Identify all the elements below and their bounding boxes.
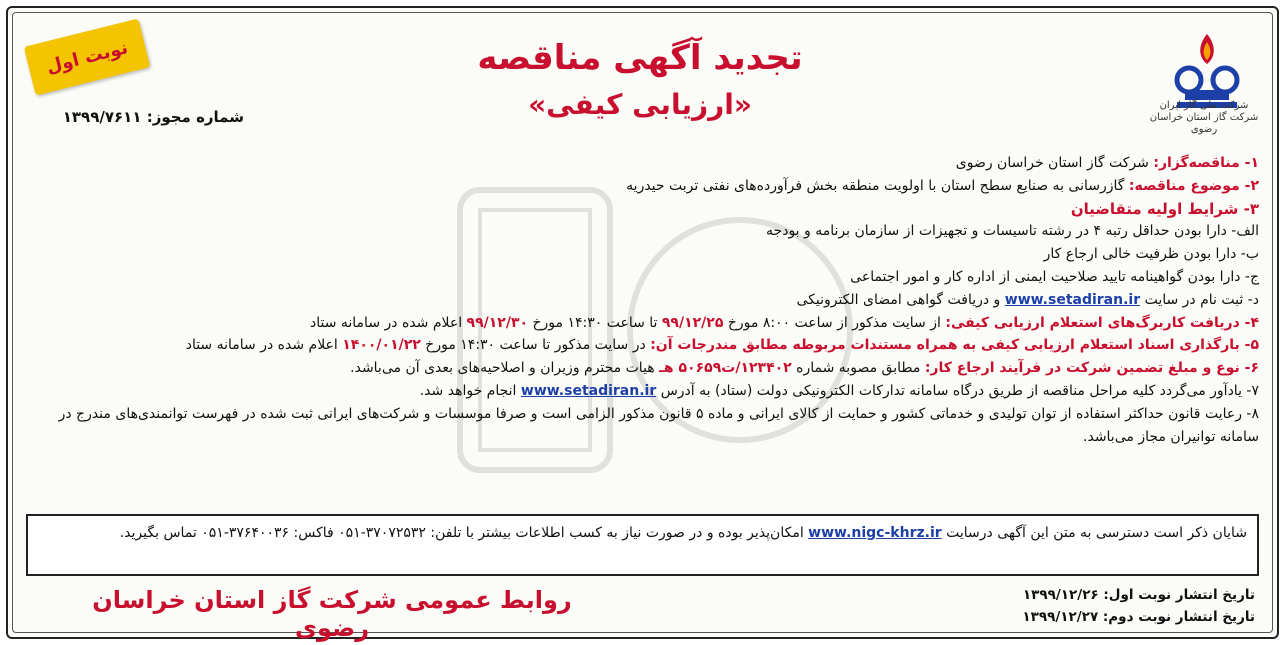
item-3-label: ۳- شرایط اولیه متقاضیان [1070, 199, 1259, 218]
setadiran-link[interactable]: www.setadiran.ir [1004, 291, 1141, 308]
item-3a: الف- دارا بودن حداقل رتبه ۴ در رشته تاسیسات و تجهیزات از سازمان برنامه و بودجه [766, 223, 1259, 240]
item-4-label: ۴- دریافت کاربرگ‌های استعلام ارزیابی کیفی: [945, 314, 1259, 331]
item-6 [29, 357, 1259, 380]
item-2-text: گازرسانی به صنایع سطح استان با اولویت منطقه بخش فرآورده‌های نفتی تربت حیدریه [626, 177, 1129, 194]
item-3d-pre: د- ثبت نام در سایت [1140, 291, 1259, 308]
item-5-date: ۱۴۰۰/۰۱/۲۲ [342, 337, 421, 354]
item-2 [29, 175, 1259, 198]
item-6-number: ۱۲۳۴۰۲/ت۵۰۶۵۹ هـ [659, 360, 792, 377]
item-6-label: ۶- نوع و مبلغ تضمین شرکت در فرآیند ارجاع کار: [924, 360, 1259, 377]
contact-pre: شایان ذکر است دسترسی به متن این آگهی درسایت [941, 525, 1247, 541]
round-badge: نوبت اول [24, 18, 151, 95]
publish-dates [925, 584, 1255, 628]
item-4-date-start: ۹۹/۱۲/۲۵ [661, 314, 724, 331]
contact-post: امکان‌پذیر بوده و در صورت نیاز به کسب اطلاعات بیشتر با تلفن: ۳۷۰۷۲۵۳۲-۰۵۱ فاکس: ۳۷۶۴۰۰۳۶-۰۵۱ تماس بگیرید. [119, 525, 809, 541]
contact-box [26, 514, 1259, 576]
item-3d-post: و دریافت گواهی امضای الکترونیکی [796, 291, 1005, 308]
publish-date-second: تاریخ انتشار نوبت دوم: ۱۳۹۹/۱۲/۲۷ [1022, 609, 1255, 625]
publish-date-first: تاریخ انتشار نوبت اول: ۱۳۹۹/۱۲/۲۶ [1022, 587, 1255, 603]
item-7-a: ۷- یادآور می‌گردد کلیه مراحل مناقصه از طریق درگاه سامانه تدارکات الکترونیکی دولت (ستاد) به آدرس [656, 382, 1259, 399]
item-3b: ب- دارا بودن ظرفیت خالی ارجاع کار [1043, 246, 1259, 263]
page-subtitle: «ارزیابی کیفی» [528, 88, 752, 121]
item-2-label: ۲- موضوع مناقصه: [1128, 177, 1259, 194]
item-8: ۸- رعایت قانون حداکثر استفاده از توان تولیدی و خدماتی کشور و حمایت از کالای ایرانی و ماده ۵ قانون مذکور الزامی است و صرفا موسسات و شرکت‌های ایرانی ثبت شده در فهرست توانمندی‌های مندرج در سامانه توانیران مجاز می‌باشد. [58, 405, 1259, 445]
setadiran-link-2[interactable]: www.setadiran.ir [520, 382, 657, 399]
item-4-b: تا ساعت ۱۴:۳۰ مورخ [528, 314, 662, 331]
item-5-a: در سایت مذکور تا ساعت ۱۴:۳۰ مورخ [420, 337, 651, 354]
item-7 [29, 380, 1259, 403]
item-6-a: مطابق مصوبه شماره [791, 360, 925, 377]
item-3d [29, 289, 1259, 312]
item-6-b: هیات محترم وزیران و اصلاحیه‌های بعدی آن می‌باشد. [350, 360, 660, 377]
item-5 [29, 334, 1259, 357]
nigc-khrz-link[interactable]: www.nigc-khrz.ir [808, 525, 942, 541]
item-4 [29, 312, 1259, 335]
logo-caption: شرکت ملی گاز ایران شرکت گاز استان خراسان رضوی [1149, 100, 1259, 135]
item-4-a: از سایت مذکور از ساعت ۸:۰۰ مورخ [723, 314, 946, 331]
notice-body [29, 152, 1259, 448]
page-title: تجدید آگهی مناقصه [477, 38, 803, 78]
item-1-text: شرکت گاز استان خراسان رضوی [955, 155, 1154, 171]
item-4-date-end: ۹۹/۱۲/۳۰ [466, 314, 529, 331]
item-7-b: انجام خواهد شد. [419, 382, 521, 399]
item-4-c: اعلام شده در سامانه ستاد [309, 314, 467, 331]
item-5-b: اعلام شده در سامانه ستاد [185, 337, 343, 354]
item-5-label: ۵- بارگذاری اسناد استعلام ارزیابی کیفی به همراه مستندات مربوطه مطابق مندرجات آن: [650, 337, 1259, 354]
item-3c: ج- دارا بودن گواهینامه تایید صلاحیت ایمنی از اداره کار و امور اجتماعی [850, 268, 1259, 285]
footer-signature: روابط عمومی شرکت گاز استان خراسان رضوی [92, 586, 572, 642]
item-1 [29, 152, 1259, 175]
license-number: شماره مجوز: ۱۳۹۹/۷۶۱۱ [62, 108, 244, 126]
item-3 [29, 198, 1259, 221]
item-1-label: ۱- مناقصه‌گزار: [1153, 155, 1259, 171]
